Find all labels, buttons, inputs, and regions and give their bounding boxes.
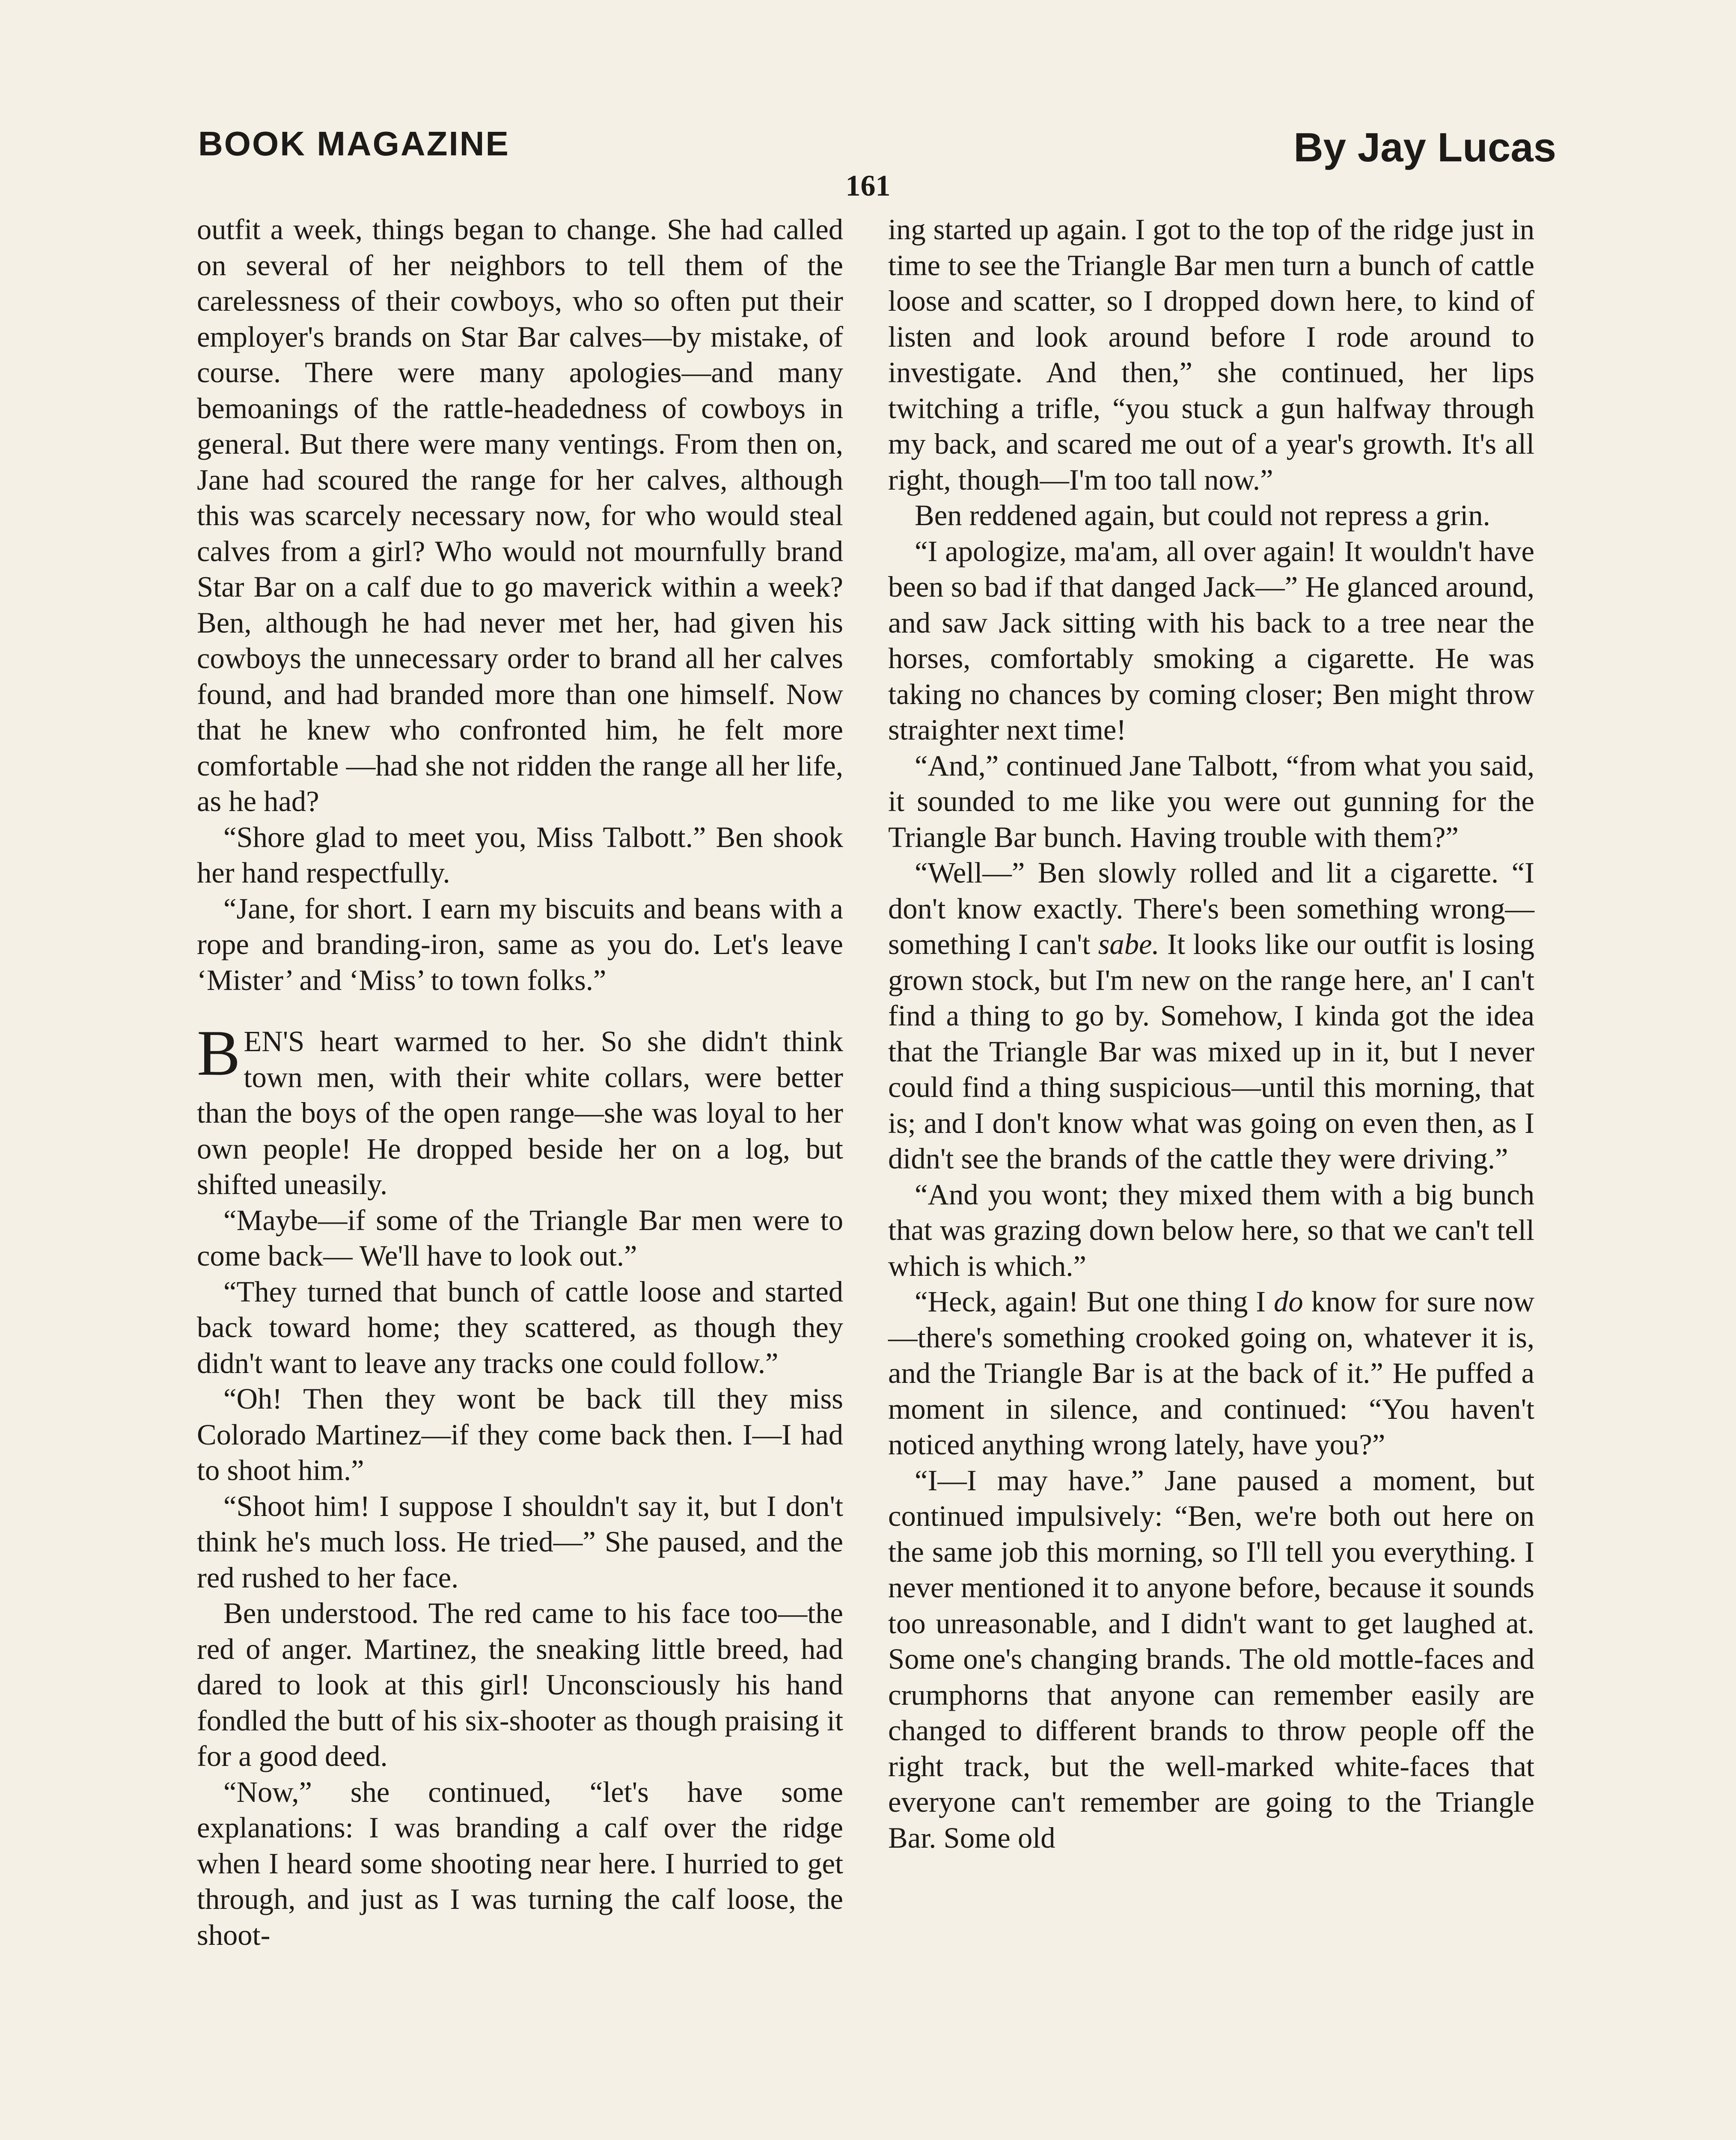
paragraph: “Shore glad to meet you, Miss Talbott.” Ben shook her hand respectfully. — [197, 820, 843, 889]
paragraph-text: “Heck, again! But one thing I — [915, 1285, 1274, 1318]
section-opening-paragraph — [197, 1017, 843, 1203]
right-column — [888, 212, 1534, 1856]
paragraph: “And you wont; they mixed them with a big bunch that was grazing down below here, so that we can't tell which is which.” — [888, 1178, 1534, 1282]
paragraph: “Now,” she continued, “let's have some explanations: I was branding a calf over the ridge when I heard some shooting near here. I hurried to get through, and just as I was turning the calf loose, the shoot- — [197, 1775, 843, 1951]
page-number: 161 — [845, 169, 891, 202]
paragraph: “Shoot him! I suppose I shouldn't say it, but I don't think he's much loss. He tried—” She paused, and the red rushed to her face. — [197, 1489, 843, 1594]
paragraph — [888, 1284, 1534, 1463]
drop-cap: B — [197, 1017, 241, 1089]
italic-word: sabe. — [1098, 928, 1159, 960]
paragraph-text: It looks like our outfit is losing grown stock, but I'm new on the range here, an' I can't find a thing to go by. Somehow, I kinda got the idea that the Triangle Bar was mixed up in it, but I never could find a thing suspicious—until this morning, that is; and I don't know what was going on even then, as I didn't see the brands of the cattle they were driving.” — [888, 928, 1534, 1175]
paragraph: “I—I may have.” Jane paused a moment, but continued impulsively: “Ben, we're both out here on the same job this morning, so I'll tell you everything. I never mentioned it to anyone before, because it sounds too unreasonable, and I didn't want to get laughed at. Some one's changing brands. The old mottle-faces and crumphorns that anyone can remember easily are changed to different brands to throw people off the right track, but the well-marked white-faces that everyone can't remember are going to the Triangle Bar. Some old — [888, 1464, 1534, 1854]
paragraph: Ben reddened again, but could not repress a grin. — [915, 499, 1490, 532]
left-column — [197, 212, 843, 1953]
paragraph: “Oh! Then they wont be back till they miss Colorado Martinez—if they come back then. I—I had to shoot him.” — [197, 1382, 843, 1486]
paragraph-text: heart warmed to her. So she didn't think town men, with their white collars, were better than the boys of the open range—she was loyal to her own people! He dropped beside her on a log, but shifted uneasily. — [197, 1025, 843, 1201]
small-caps-lead: EN'S — [244, 1025, 305, 1058]
paragraph: “And,” continued Jane Talbott, “from what you said, it sounded to me like you were out gunning for the Triangle Bar bunch. Having trouble with them?” — [888, 749, 1534, 853]
italic-word: do — [1274, 1285, 1303, 1318]
running-head — [198, 124, 1556, 171]
paragraph-text: “Well—” Ben slowly rolled and lit a cigarette. “I don't know exactly. There's been something wrong—something I can't — [888, 856, 1534, 960]
paragraph: “Maybe—if some of the Triangle Bar men were to come back— We'll have to look out.” — [197, 1204, 843, 1272]
paragraph-text: know for sure now—there's something crooked going on, whatever it is, and the Triangle Bar is at the back of it.” He puffed a moment in silence, and continued: “You haven't noticed anything wrong lately, have you?” — [888, 1285, 1534, 1461]
author-byline: By Jay Lucas — [1293, 125, 1556, 170]
paragraph: outfit a week, things began to change. She had called on several of her neighbors to tell them of the carelessness of their cowboys, who so often put their employer's brands on Star Bar calves—by mistake, of course. There were many apologies—and many bemoanings of the rattle-headedness of cowboys in general. But there were many ventings. From then on, Jane had scoured the range for her calves, although this was scarcely necessary now, for who would steal calves from a girl? Who would not mournfully brand Star Bar on a calf due to go maverick within a week? Ben, although he had never met her, had given his cowboys the unnecessary order to brand all her calves found, and had branded more than one himself. Now that he knew who confronted him, he felt more comfortable —had she not ridden the range all her life, as he had? — [197, 213, 843, 817]
paragraph: Ben understood. The red came to his face too—the red of anger. Martinez, the sneaking little breed, had dared to look at this girl! Unconsciously his hand fondled the butt of his six-shooter as though praising it for a good deed. — [197, 1597, 843, 1772]
paragraph: ing started up again. I got to the top of the ridge just in time to see the Triangle Bar men turn a bunch of cattle loose and scatter, so I dropped down here, to kind of listen and look around before I rode around to investigate. And then,” she continued, her lips twitching a trifle, “you stuck a gun halfway through my back, and scared me out of a year's growth. It's all right, though—I'm too tall now.” — [888, 213, 1534, 496]
magazine-title: BOOK MAGAZINE — [198, 125, 510, 163]
paragraph: “I apologize, ma'am, all over again! It wouldn't have been so bad if that danged Jack—” He glanced around, and saw Jack sitting with his back to a tree near the horses, comfortably smoking a cigarette. He was taking no chances by coming closer; Ben might throw straighter next time! — [888, 535, 1534, 746]
paragraph — [888, 855, 1534, 1177]
paragraph: “They turned that bunch of cattle loose and started back toward home; they scattered, as though they didn't want to leave any tracks one could follow.” — [197, 1275, 843, 1379]
paragraph: “Jane, for short. I earn my biscuits and beans with a rope and branding-iron, same as you do. Let's leave ‘Mister’ and ‘Miss’ to town folks.” — [197, 892, 843, 996]
